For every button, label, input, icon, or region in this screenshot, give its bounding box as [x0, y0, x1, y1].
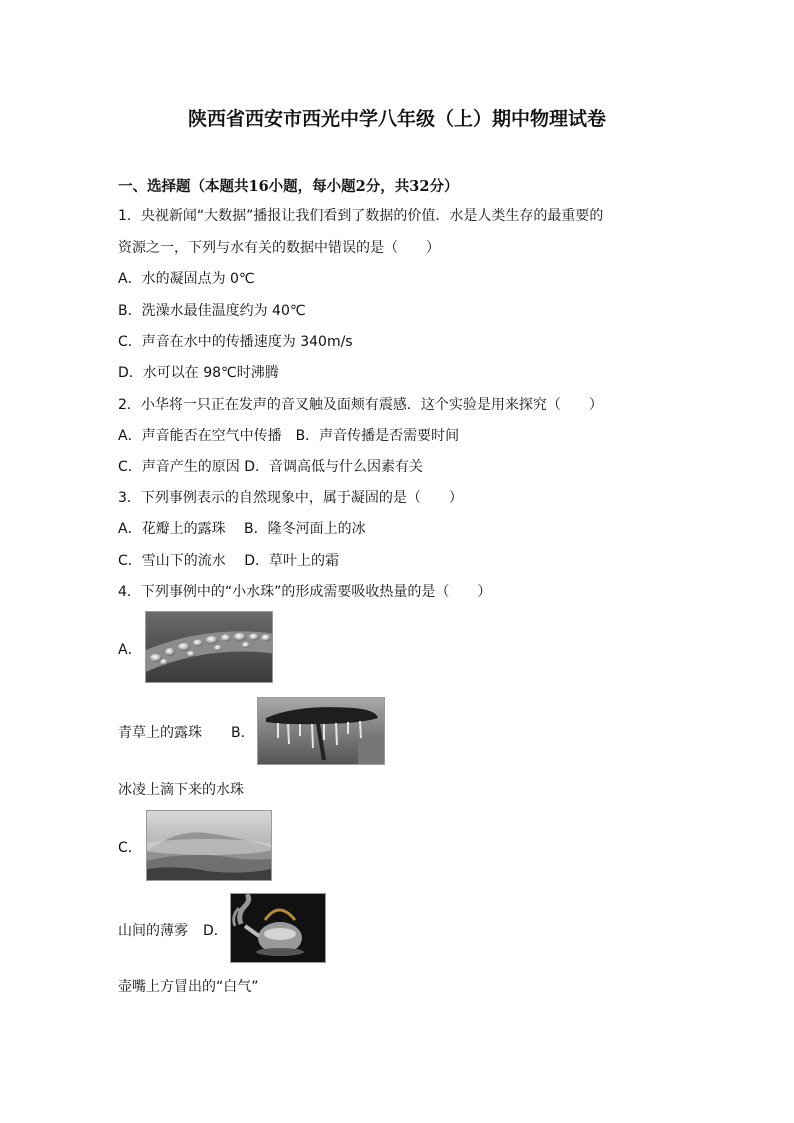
- q4-option-a-caption: 青草上的露珠: [118, 725, 202, 741]
- q4-option-a-label: A．: [118, 642, 142, 658]
- q2-stem: 2．小华将一只正在发声的音叉触及面颊有震感．这个实验是用来探究（ ）: [118, 397, 603, 413]
- q4-option-c-caption: 山间的薄雾: [118, 923, 188, 939]
- q4-option-b-caption: 冰凌上滴下来的水珠: [118, 782, 244, 798]
- q4-option-d-caption: 壶嘴上方冒出的“白气”: [118, 979, 259, 995]
- q1-option-c: C．声音在水中的传播速度为 340m/s: [118, 334, 353, 350]
- q1-option-d: D．水可以在 98℃时沸腾: [118, 365, 279, 381]
- q4-option-c-label: C．: [118, 840, 142, 856]
- q1-option-b: B．洗澡水最佳温度约为 40℃: [118, 303, 306, 319]
- q4-option-d-label: D．: [203, 923, 228, 939]
- q2-options-ab: A．声音能否在空气中传播 B．声音传播是否需要时间: [118, 428, 460, 444]
- icicle-saddle-image: [257, 697, 385, 765]
- kettle-steam-image: [230, 893, 326, 963]
- q3-options-ab: A．花瓣上的露珠 B．隆冬河面上的冰: [118, 521, 366, 537]
- exam-title: 陕西省西安市西光中学八年级（上）期中物理试卷: [187, 108, 606, 130]
- q4-option-b-label: B．: [231, 725, 255, 741]
- q3-stem: 3．下列事例表示的自然现象中，属于凝固的是（ ）: [118, 490, 463, 506]
- q1-stem-line2: 资源之一，下列与水有关的数据中错误的是（ ）: [118, 240, 440, 256]
- q1-option-a: A．水的凝固点为 0℃: [118, 271, 255, 287]
- section-heading: 一、选择题（本题共16小题，每小题2分，共32分）: [118, 178, 459, 195]
- q4-stem: 4．下列事例中的“小水珠”的形成需要吸收热量的是（ ）: [118, 584, 492, 600]
- mountain-mist-image: [146, 810, 272, 881]
- dew-on-grass-image: [145, 611, 273, 683]
- q1-stem-line1: 1．央视新闻“大数据”播报让我们看到了数据的价值．水是人类生存的最重要的: [118, 208, 604, 224]
- q3-options-cd: C．雪山下的流水 D．草叶上的霜: [118, 553, 340, 569]
- q2-options-cd: C．声音产生的原因 D．音调高低与什么因素有关: [118, 459, 424, 475]
